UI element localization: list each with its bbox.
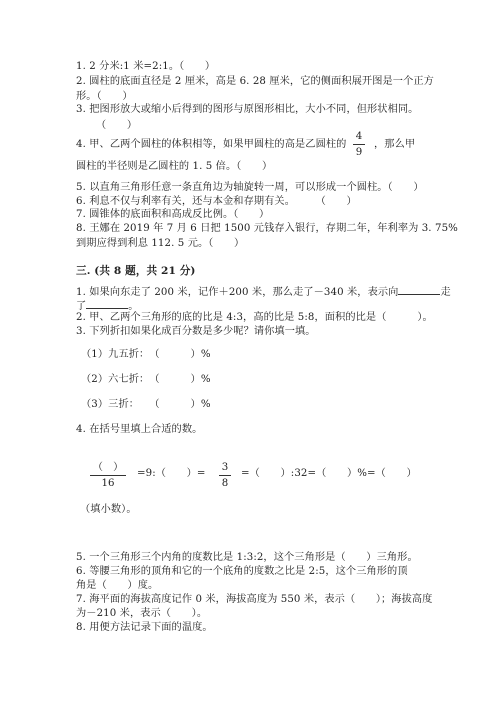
s3-question-2: 2. 甲、乙两个三角形的底的比是 4:3，高的比是 5:8，面积的比是（ ）。 — [76, 312, 433, 323]
s3-question-1-suffix: 走 — [440, 287, 451, 298]
tf-question-8-line1: 8. 王娜在 2019 年 7 月 6 日把 1500 元钱存入银行，存期二年，年利率为 3. 75% — [76, 223, 458, 234]
tf-question-7: 7. 圆锥体的底面积和高成反比例。（ ） — [76, 209, 270, 220]
tf-question-6: 6. 利息不仅与利率有关，还与本金和存期有关。 （ ） — [76, 196, 357, 207]
s3-q4-equation-tail: =（ ）:32=（ ）%=（ ） — [241, 468, 417, 479]
s3-question-5: 5. 一个三角形三个内角的度数比是 1:3:2，这个三角形是（ ）三角形。 — [76, 552, 418, 563]
s3-question-6-line1: 6. 等腰三角形的顶角和它的一个底角的度数之比是 2:5，这个三角形的顶 — [76, 566, 408, 577]
fraction-numerator: 4 — [355, 131, 363, 142]
tf-question-5: 5. 以直角三角形任意一条直角边为轴旋转一周，可以形成一个圆柱。（ ） — [76, 182, 424, 193]
s3-question-1-prefix2: 了 — [76, 301, 87, 312]
s3-question-8: 8. 用便方法记录下面的温度。 — [76, 622, 213, 633]
fraction-numerator: 3 — [221, 462, 229, 473]
fraction-bar — [353, 144, 365, 145]
s3-q3-item-2: （2）六七折： （ ）% — [81, 374, 211, 385]
section-3-title: 三. (共 8 题，共 21 分) — [76, 265, 196, 277]
tf-question-4-fraction — [353, 130, 365, 159]
s3-q4-fraction-1 — [90, 461, 126, 490]
s3-question-7-line1: 7. 海平面的海拔高度记作 0 米，海拔高度为 550 米，表示（ ）；海拔高度 — [76, 594, 433, 605]
s3-q4-fraction-2 — [219, 461, 231, 490]
fraction-bar — [90, 475, 126, 476]
tf-question-3-line2: （ ） — [96, 120, 138, 131]
s3-question-4: 4. 在括号里填上合适的数。 — [76, 424, 203, 435]
s3-question-1-end: 。 — [128, 301, 139, 312]
answer-blank[interactable] — [86, 298, 128, 309]
fraction-denominator: 16 — [101, 478, 115, 489]
fraction-bar — [219, 475, 231, 476]
tf-question-8-line2: 到期应得到利息 112. 5 元。（ ） — [76, 238, 245, 249]
fraction-denominator: 8 — [221, 478, 229, 489]
tf-question-4-tail: ，那么甲 — [374, 139, 416, 150]
fraction-denominator: 9 — [355, 147, 363, 158]
s3-question-3: 3. 下列折扣如果化成百分数是多少呢？请你填一填。 — [76, 326, 316, 337]
tf-question-2-line1: 2. 圆柱的底面直径是 2 厘米，高是 6. 28 厘米，它的侧面积展开图是一个正方 — [76, 76, 434, 87]
tf-question-4-text: 4. 甲、乙两个圆柱的体积相等，如果甲圆柱的高是乙圆柱的 — [76, 139, 347, 150]
s3-q4-equation-mid: =9:（ ）= — [137, 468, 206, 479]
s3-question-1-text: 1. 如果向东走了 200 米，记作＋200 米，那么走了－340 米，表示向 — [76, 287, 399, 298]
tf-question-4-line2: 圆柱的半径则是乙圆柱的 1. 5 倍。（ ） — [76, 161, 273, 172]
s3-q3-item-3: （3）三折： （ ）% — [81, 399, 211, 410]
tf-question-2-line2: 形。（ ） — [76, 91, 133, 102]
tf-question-4-line1 — [76, 138, 346, 152]
s3-question-6-line2: 角是（ ）度。 — [76, 580, 159, 591]
s3-q3-item-1: （1）九五折： （ ）% — [81, 349, 211, 360]
tf-question-3-line1: 3. 把图形放大或缩小后得到的图形与原图形相比，大小不同，但形状相同。 — [76, 104, 419, 115]
fraction-numerator: （ ） — [92, 462, 124, 473]
tf-question-1: 1. 2 分米:1 米=2:1。（ ） — [76, 61, 216, 72]
s3-question-7-line2: 为－210 米，表示（ ）。 — [76, 608, 208, 619]
s3-q4-note: （填小数）。 — [80, 504, 137, 515]
answer-blank[interactable] — [398, 284, 440, 295]
